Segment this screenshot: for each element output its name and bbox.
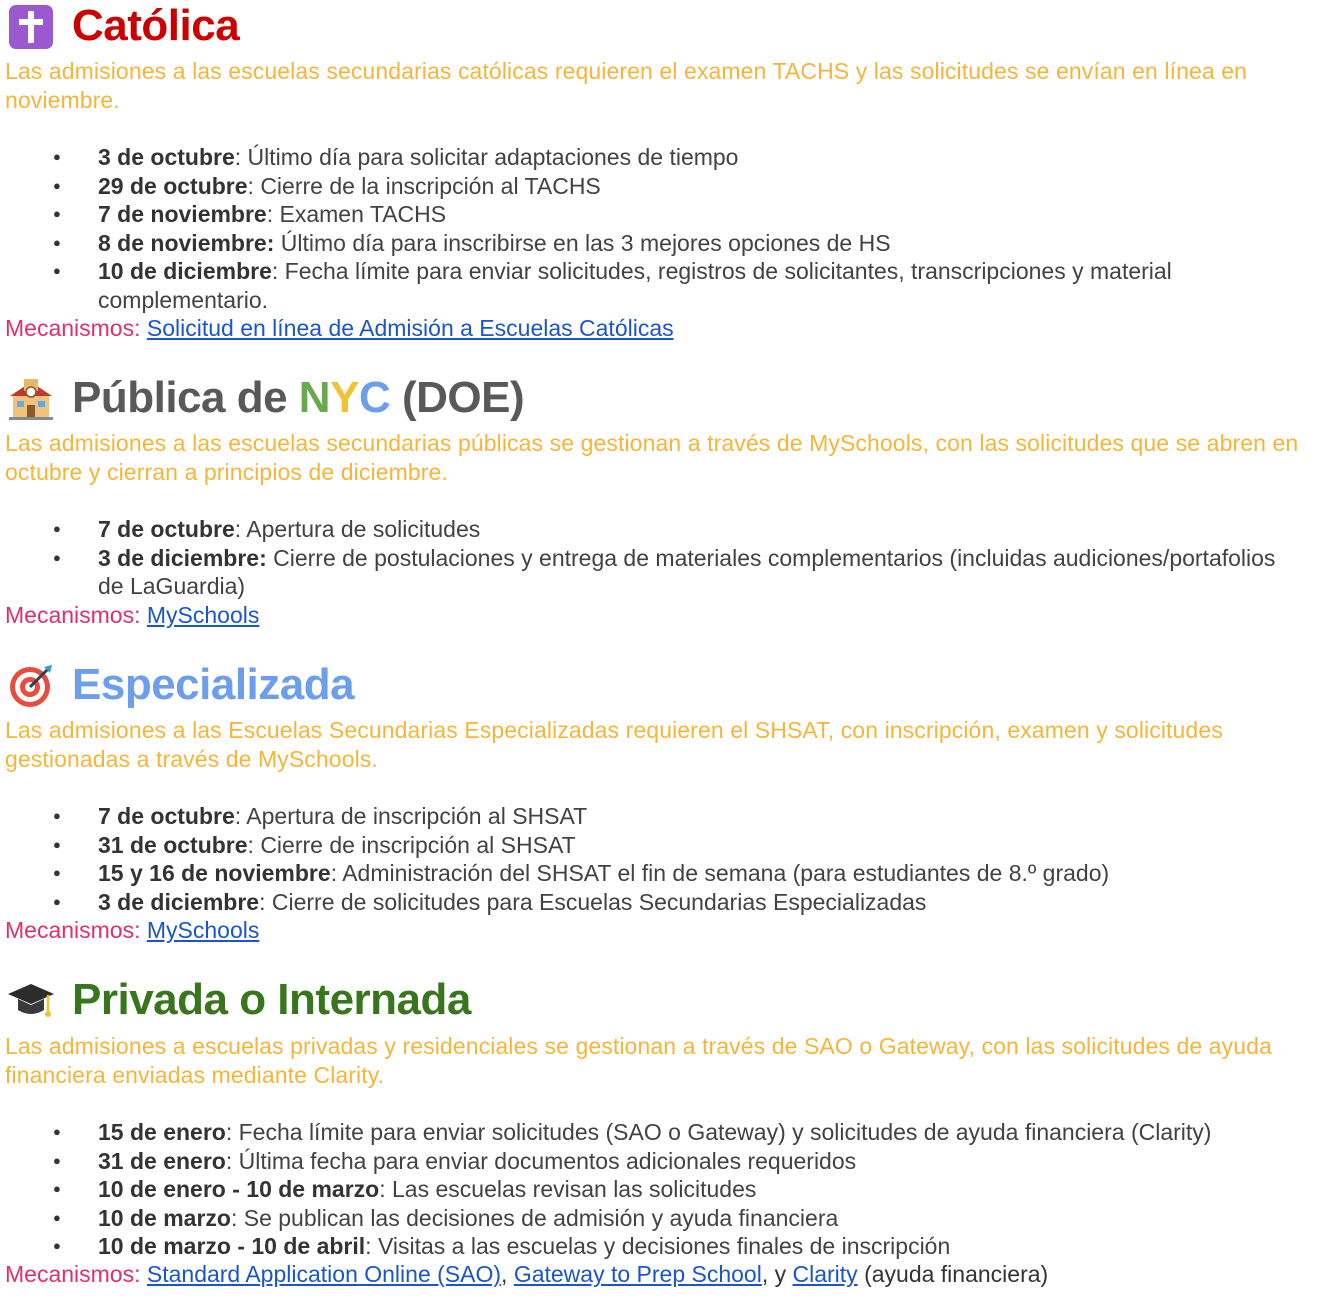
catholic-admission-link[interactable]: Solicitud en línea de Admisión a Escuelas Católicas (146, 315, 674, 341)
section-privada (0, 974, 1336, 1287)
section-especializada (0, 659, 1336, 943)
list-item: ● 8 de noviembre: Último día para inscribirse en las 3 mejores opciones de HS (0, 229, 1278, 258)
section-catolica (0, 0, 1336, 341)
clarity-link[interactable]: Clarity (792, 1261, 858, 1287)
list-item: ● 29 de octubre: Cierre de la inscripción al TACHS (0, 172, 1278, 201)
gateway-link[interactable]: Gateway to Prep School (513, 1261, 762, 1287)
list-item: ● 10 de marzo - 10 de abril: Visitas a las escuelas y decisiones finales de inscripción (0, 1232, 1278, 1261)
school-building-icon (6, 376, 56, 422)
mechanisms-label: Mecanismos: (5, 1261, 141, 1287)
list-item: ● 10 de diciembre: Fecha límite para enviar solicitudes, registros de solicitantes, transcripciones y material complementario. (0, 257, 1278, 314)
section-title: Privada o Internada (72, 975, 471, 1024)
list-item: ● 31 de octubre: Cierre de inscripción al SHSAT (0, 831, 1278, 860)
mechanisms-line (5, 601, 259, 630)
list-item: ● 10 de marzo: Se publican las decisiones de admisión y ayuda financiera (0, 1204, 1278, 1233)
mechanisms-line (5, 916, 259, 945)
section-publica (0, 372, 1336, 628)
list-item: ● 31 de enero: Última fecha para enviar documentos adicionales requeridos (0, 1147, 1278, 1176)
list-item: ● 3 de octubre: Último día para solicitar adaptaciones de tiempo (0, 143, 1278, 172)
list-item: ● 7 de octubre: Apertura de solicitudes (0, 515, 1278, 544)
date-list (0, 515, 1336, 601)
section-heading (0, 974, 1336, 1026)
section-title: Especializada (72, 660, 355, 709)
mechanisms-label: Mecanismos: (5, 315, 141, 341)
list-item: ● 7 de noviembre: Examen TACHS (0, 200, 1278, 229)
section-description: Las admisiones a las Escuelas Secundarias Especializadas requieren el SHSAT, con inscripción, examen y solicitudes gestionadas a través de MySchools. (5, 717, 1223, 772)
mechanisms-label: Mecanismos: (5, 602, 141, 628)
list-item: ● 7 de octubre: Apertura de inscripción al SHSAT (0, 802, 1278, 831)
date-list (0, 802, 1336, 916)
list-item: ● 3 de diciembre: Cierre de solicitudes para Escuelas Secundarias Especializadas (0, 888, 1278, 917)
section-title: Católica (72, 1, 240, 50)
target-icon (6, 663, 56, 709)
link-separator: , (501, 1261, 514, 1287)
section-description: Las admisiones a escuelas privadas y residenciales se gestionan a través de SAO o Gateway, con las solicitudes de ayuda financiera enviadas mediante Clarity. (5, 1033, 1272, 1088)
section-description: Las admisiones a las escuelas secundarias públicas se gestionan a través de MySchools, con las solicitudes que se abren en octubre y cierran a principios de diciembre. (5, 430, 1299, 485)
latin-cross-icon (6, 4, 56, 50)
section-description: Las admisiones a las escuelas secundarias católicas requieren el examen TACHS y las solicitudes se envían en línea en noviembre. (5, 58, 1248, 113)
link-separator: , y (761, 1261, 793, 1287)
mechanisms-line (5, 1260, 1048, 1289)
section-heading (0, 659, 1336, 711)
list-item: ● 10 de enero - 10 de marzo: Las escuelas revisan las solicitudes (0, 1175, 1278, 1204)
myschools-link[interactable]: MySchools (146, 917, 260, 943)
myschools-link[interactable]: MySchools (146, 602, 260, 628)
mechanisms-line (5, 314, 674, 343)
date-list (0, 143, 1336, 314)
section-heading (0, 372, 1336, 424)
mechanisms-suffix: (ayuda financiera) (857, 1261, 1049, 1287)
sao-link[interactable]: Standard Application Online (SAO) (146, 1261, 502, 1287)
graduation-cap-icon (6, 978, 56, 1024)
section-heading (0, 0, 1336, 52)
list-item: ● 15 y 16 de noviembre: Administración del SHSAT el fin de semana (para estudiantes de 8.º grado) (0, 859, 1278, 888)
list-item: ● 15 de enero: Fecha límite para enviar solicitudes (SAO o Gateway) y solicitudes de ayuda financiera (Clarity) (0, 1118, 1328, 1147)
date-list (0, 1118, 1336, 1261)
section-title: Pública de NYC (DOE) (72, 373, 525, 422)
mechanisms-label: Mecanismos: (5, 917, 141, 943)
list-item: ● 3 de diciembre: Cierre de postulaciones y entrega de materiales complementarios (incluidas audiciones/portafolios de LaGuardia) (0, 544, 1278, 601)
